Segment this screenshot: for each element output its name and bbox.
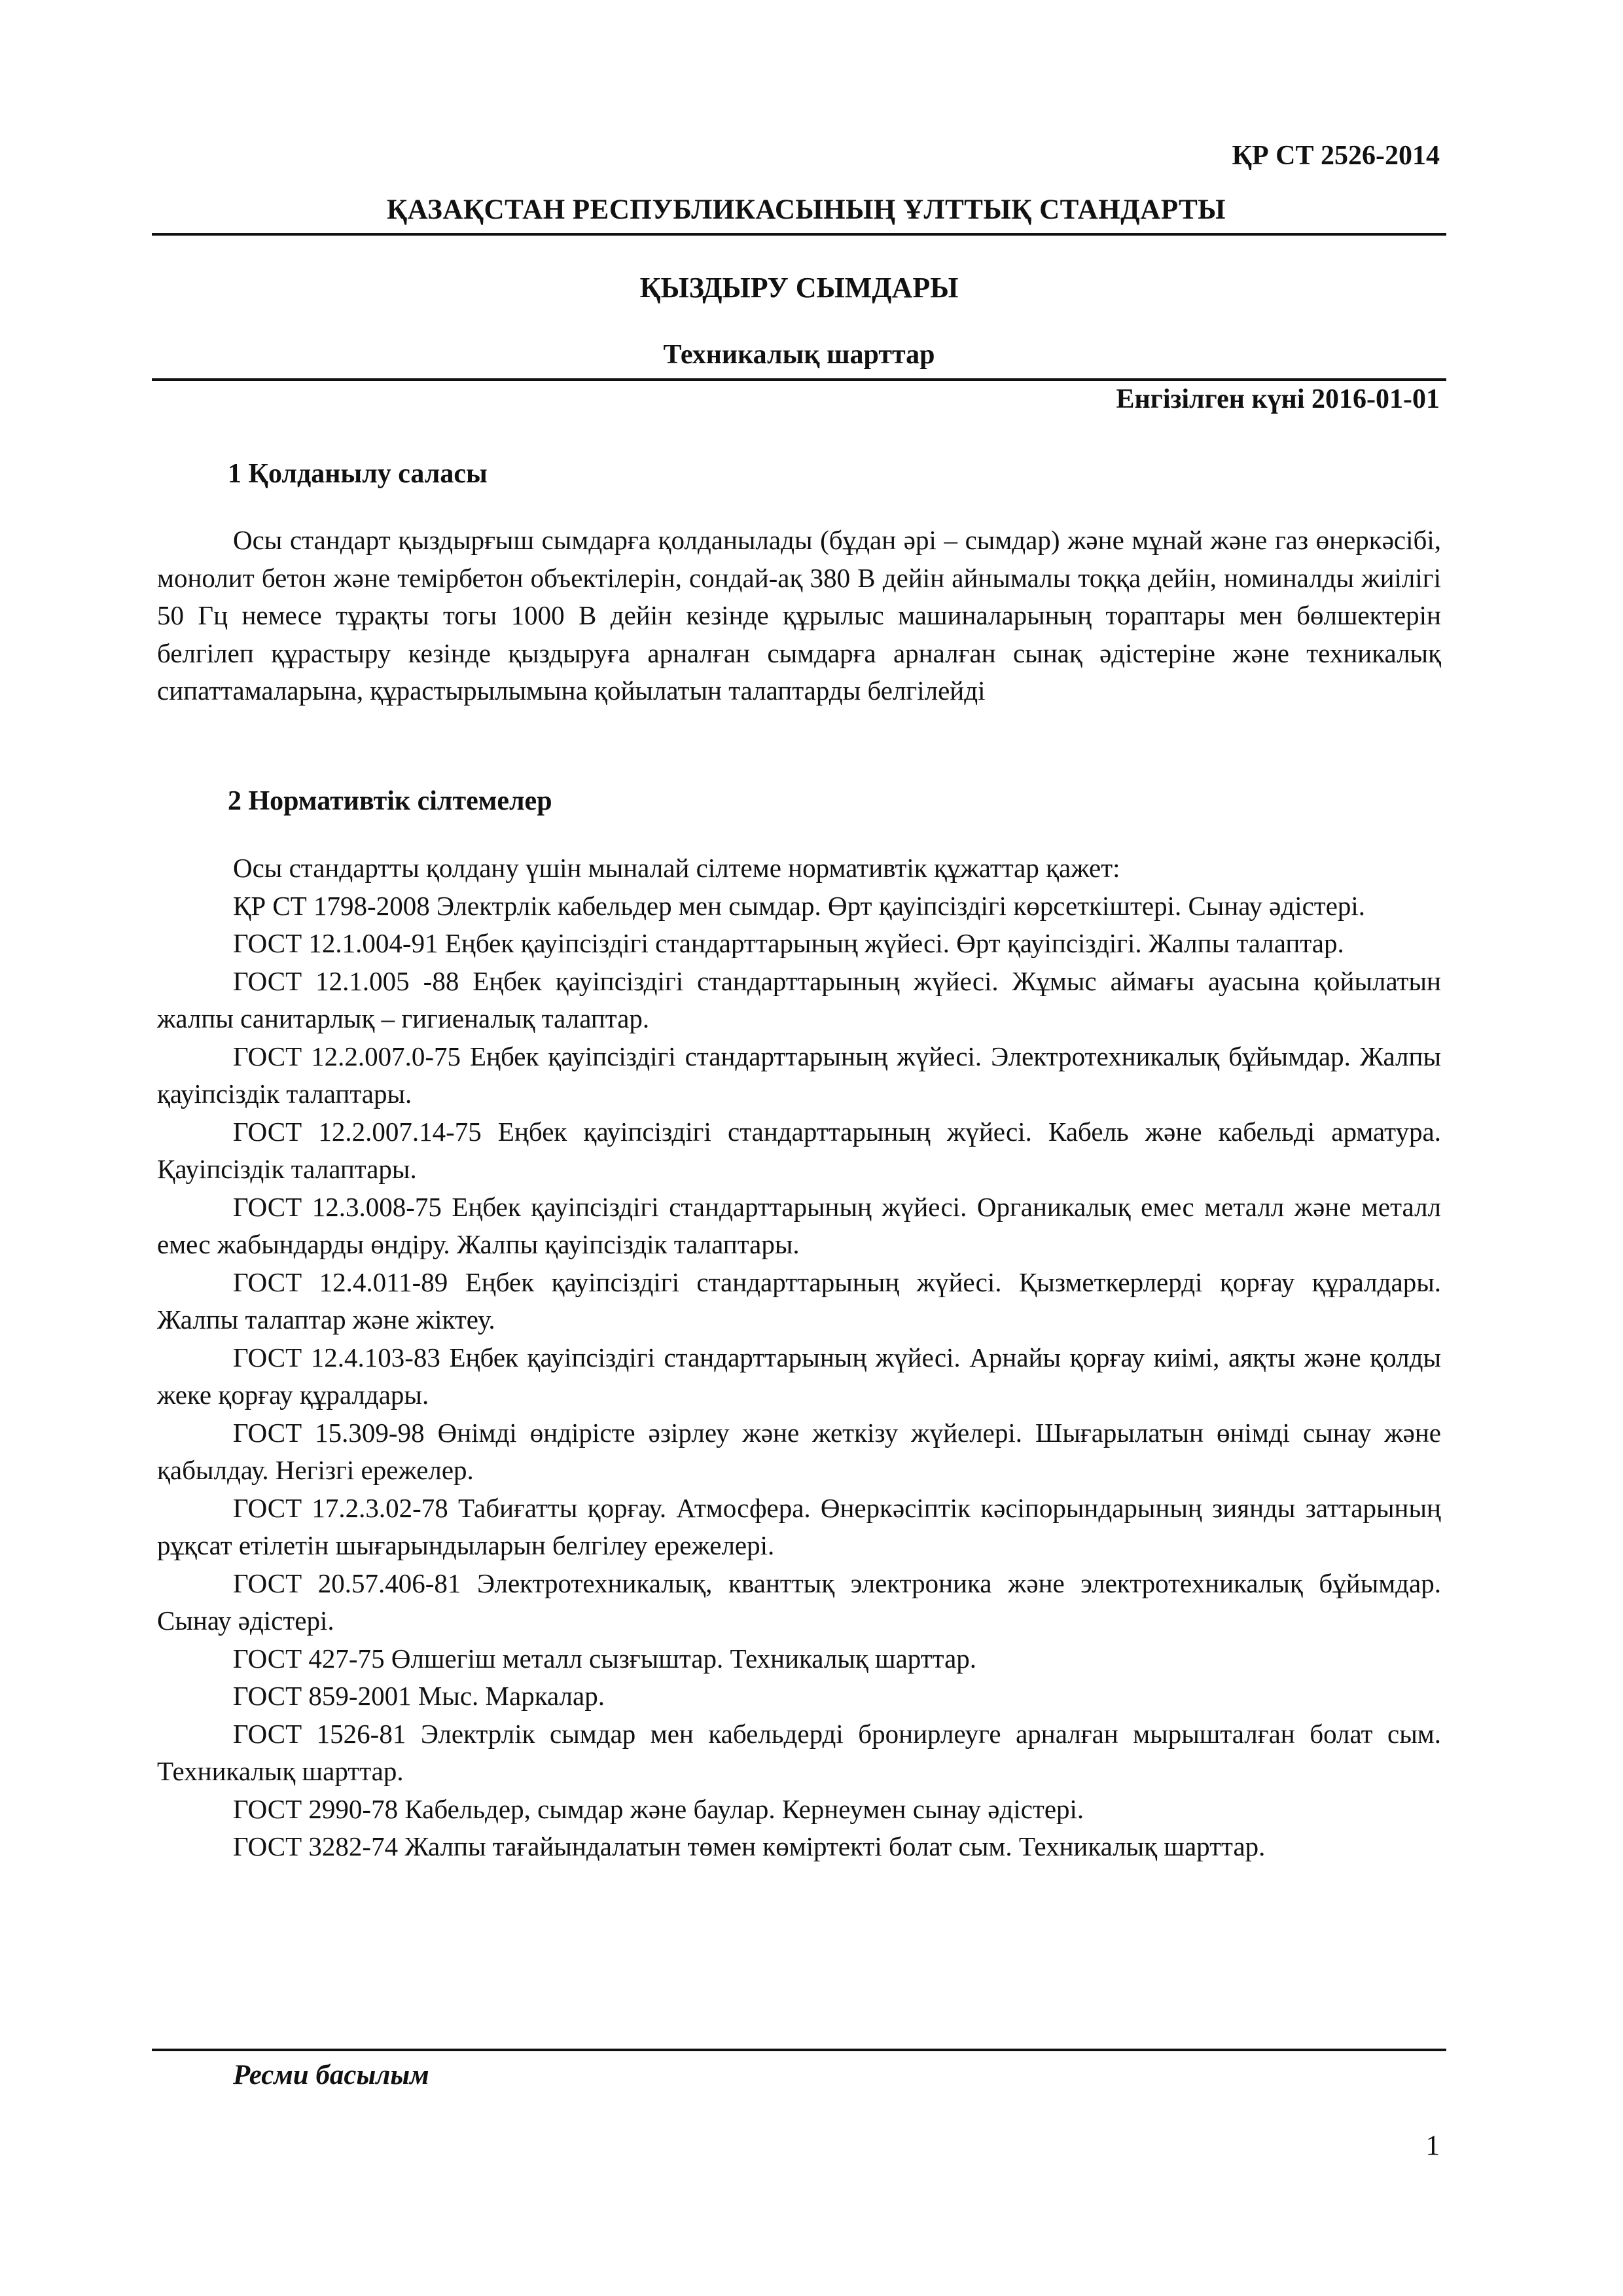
national-standard-title: ҚАЗАҚСТАН РЕСПУБЛИКАСЫНЫҢ ҰЛТТЫҚ СТАНДАРТЫ: [386, 194, 1226, 225]
reference-item: ГОСТ 20.57.406-81 Электротехникалық, кванттық электроника және электротехникалық бұйымдар. Сынау әдістері.: [157, 1568, 1441, 1636]
header-divider: [152, 233, 1446, 236]
reference-item: ГОСТ 12.1.004-91 Еңбек қауіпсіздігі стандарттарының жүйесі. Өрт қауіпсіздігі. Жалпы талаптар.: [233, 928, 1344, 958]
reference-item: ҚР СТ 1798-2008 Электрлік кабельдер мен сымдар. Өрт қауіпсіздігі көрсеткіштері. Сынау әдістері.: [233, 890, 1366, 921]
document-subtitle: Техникалық шарттар: [663, 340, 935, 370]
reference-item: ГОСТ 1526-81 Электрлік сымдар мен кабельдерді бронирлеуге арналған мырышталған болат сым. Техникалық шарттар.: [157, 1718, 1441, 1786]
reference-item: ГОСТ 2990-78 Кабельдер, сымдар және баулар. Кернеумен сынау әдістері.: [233, 1793, 1084, 1824]
standard-number: ҚР СТ 2526-2014: [1232, 141, 1440, 171]
title-divider: [152, 378, 1446, 381]
reference-item: ГОСТ 859-2001 Мыс. Маркалар.: [233, 1681, 605, 1711]
reference-item: ГОСТ 3282-74 Жалпы тағайындалатын төмен көміртекті болат сым. Техникалық шарттар.: [233, 1831, 1266, 1861]
document-title: ҚЫЗДЫРУ СЫМДАРЫ: [639, 272, 959, 304]
scope-paragraph: Осы стандарт қыздырғыш сымдарға қолданылады (бұдан әрі – сымдар) және мұнай және газ өнеркәсібі, монолит бетон және темірбетон объектілерін, сондай-ақ 380 В дейін айнымалы тоққа дейін, номиналды жиілігі 50 Гц немесе тұрақты тогы 1000 В дейін кезінде құрылыс машиналарының тораптары мен бөлшектерін белгілеп құрастыру кезінде қыздыруға арналған сымдарға арналған сынақ әдістеріне және техникалық сипаттамаларына, құрастырылымына қойылатын талаптарды белгілейді: [157, 525, 1441, 706]
footer-divider: [152, 2049, 1446, 2051]
official-edition-label: Ресми басылым: [233, 2060, 429, 2090]
reference-item: ГОСТ 427-75 Өлшегіш металл сызғыштар. Техникалық шарттар.: [233, 1643, 977, 1674]
reference-item: ГОСТ 12.4.011-89 Еңбек қауіпсіздігі стандарттарының жүйесі. Қызметкерлерді қорғау құралдары. Жалпы талаптар және жіктеу.: [157, 1266, 1441, 1335]
reference-item: ГОСТ 12.1.005 -88 Еңбек қауіпсіздігі стандарттарының жүйесі. Жұмыс аймағы ауасына қойылатын жалпы санитарлық – гигиеналық талаптар.: [157, 965, 1441, 1033]
reference-item: ГОСТ 15.309-98 Өнімді өндірісте әзірлеу және жеткізу жүйелері. Шығарылатын өнімді сынау және қабылдау. Негізгі ережелер.: [157, 1417, 1441, 1485]
reference-item: ГОСТ 12.3.008-75 Еңбек қауіпсіздігі стандарттарының жүйесі. Органикалық емес металл және металл емес жабындарды өндіру. Жалпы қауіпсіздік талаптары.: [157, 1191, 1441, 1259]
references-intro: Осы стандартты қолдану үшін мыналай сілтеме нормативтік құжаттар қажет:: [233, 853, 1120, 883]
references-list: [157, 850, 1441, 1866]
reference-item: ГОСТ 12.4.103-83 Еңбек қауіпсіздігі стандарттарының жүйесі. Арнайы қорғау киімі, аяқты және қолды жеке қорғау құралдары.: [157, 1342, 1441, 1410]
section-heading-scope: 1 Қолданылу саласы: [228, 459, 488, 489]
reference-item: ГОСТ 12.2.007.0-75 Еңбек қауіпсіздігі стандарттарының жүйесі. Электротехникалық бұйымдар. Жалпы қауіпсіздік талаптары.: [157, 1041, 1441, 1109]
reference-item: ГОСТ 17.2.3.02-78 Табиғатты қорғау. Атмосфера. Өнеркәсіптік кәсіпорындарының зиянды заттарының рұқсат етілетін шығарындыларын белгілеу ережелері.: [157, 1492, 1441, 1560]
introduction-date: Енгізілген күні 2016-01-01: [1116, 384, 1440, 414]
reference-item: ГОСТ 12.2.007.14-75 Еңбек қауіпсіздігі стандарттарының жүйесі. Кабель және кабельді арматура. Қауіпсіздік талаптары.: [157, 1116, 1441, 1184]
section-heading-references: 2 Нормативтік сілтемелер: [228, 786, 552, 816]
page-number: 1: [1425, 2130, 1440, 2161]
